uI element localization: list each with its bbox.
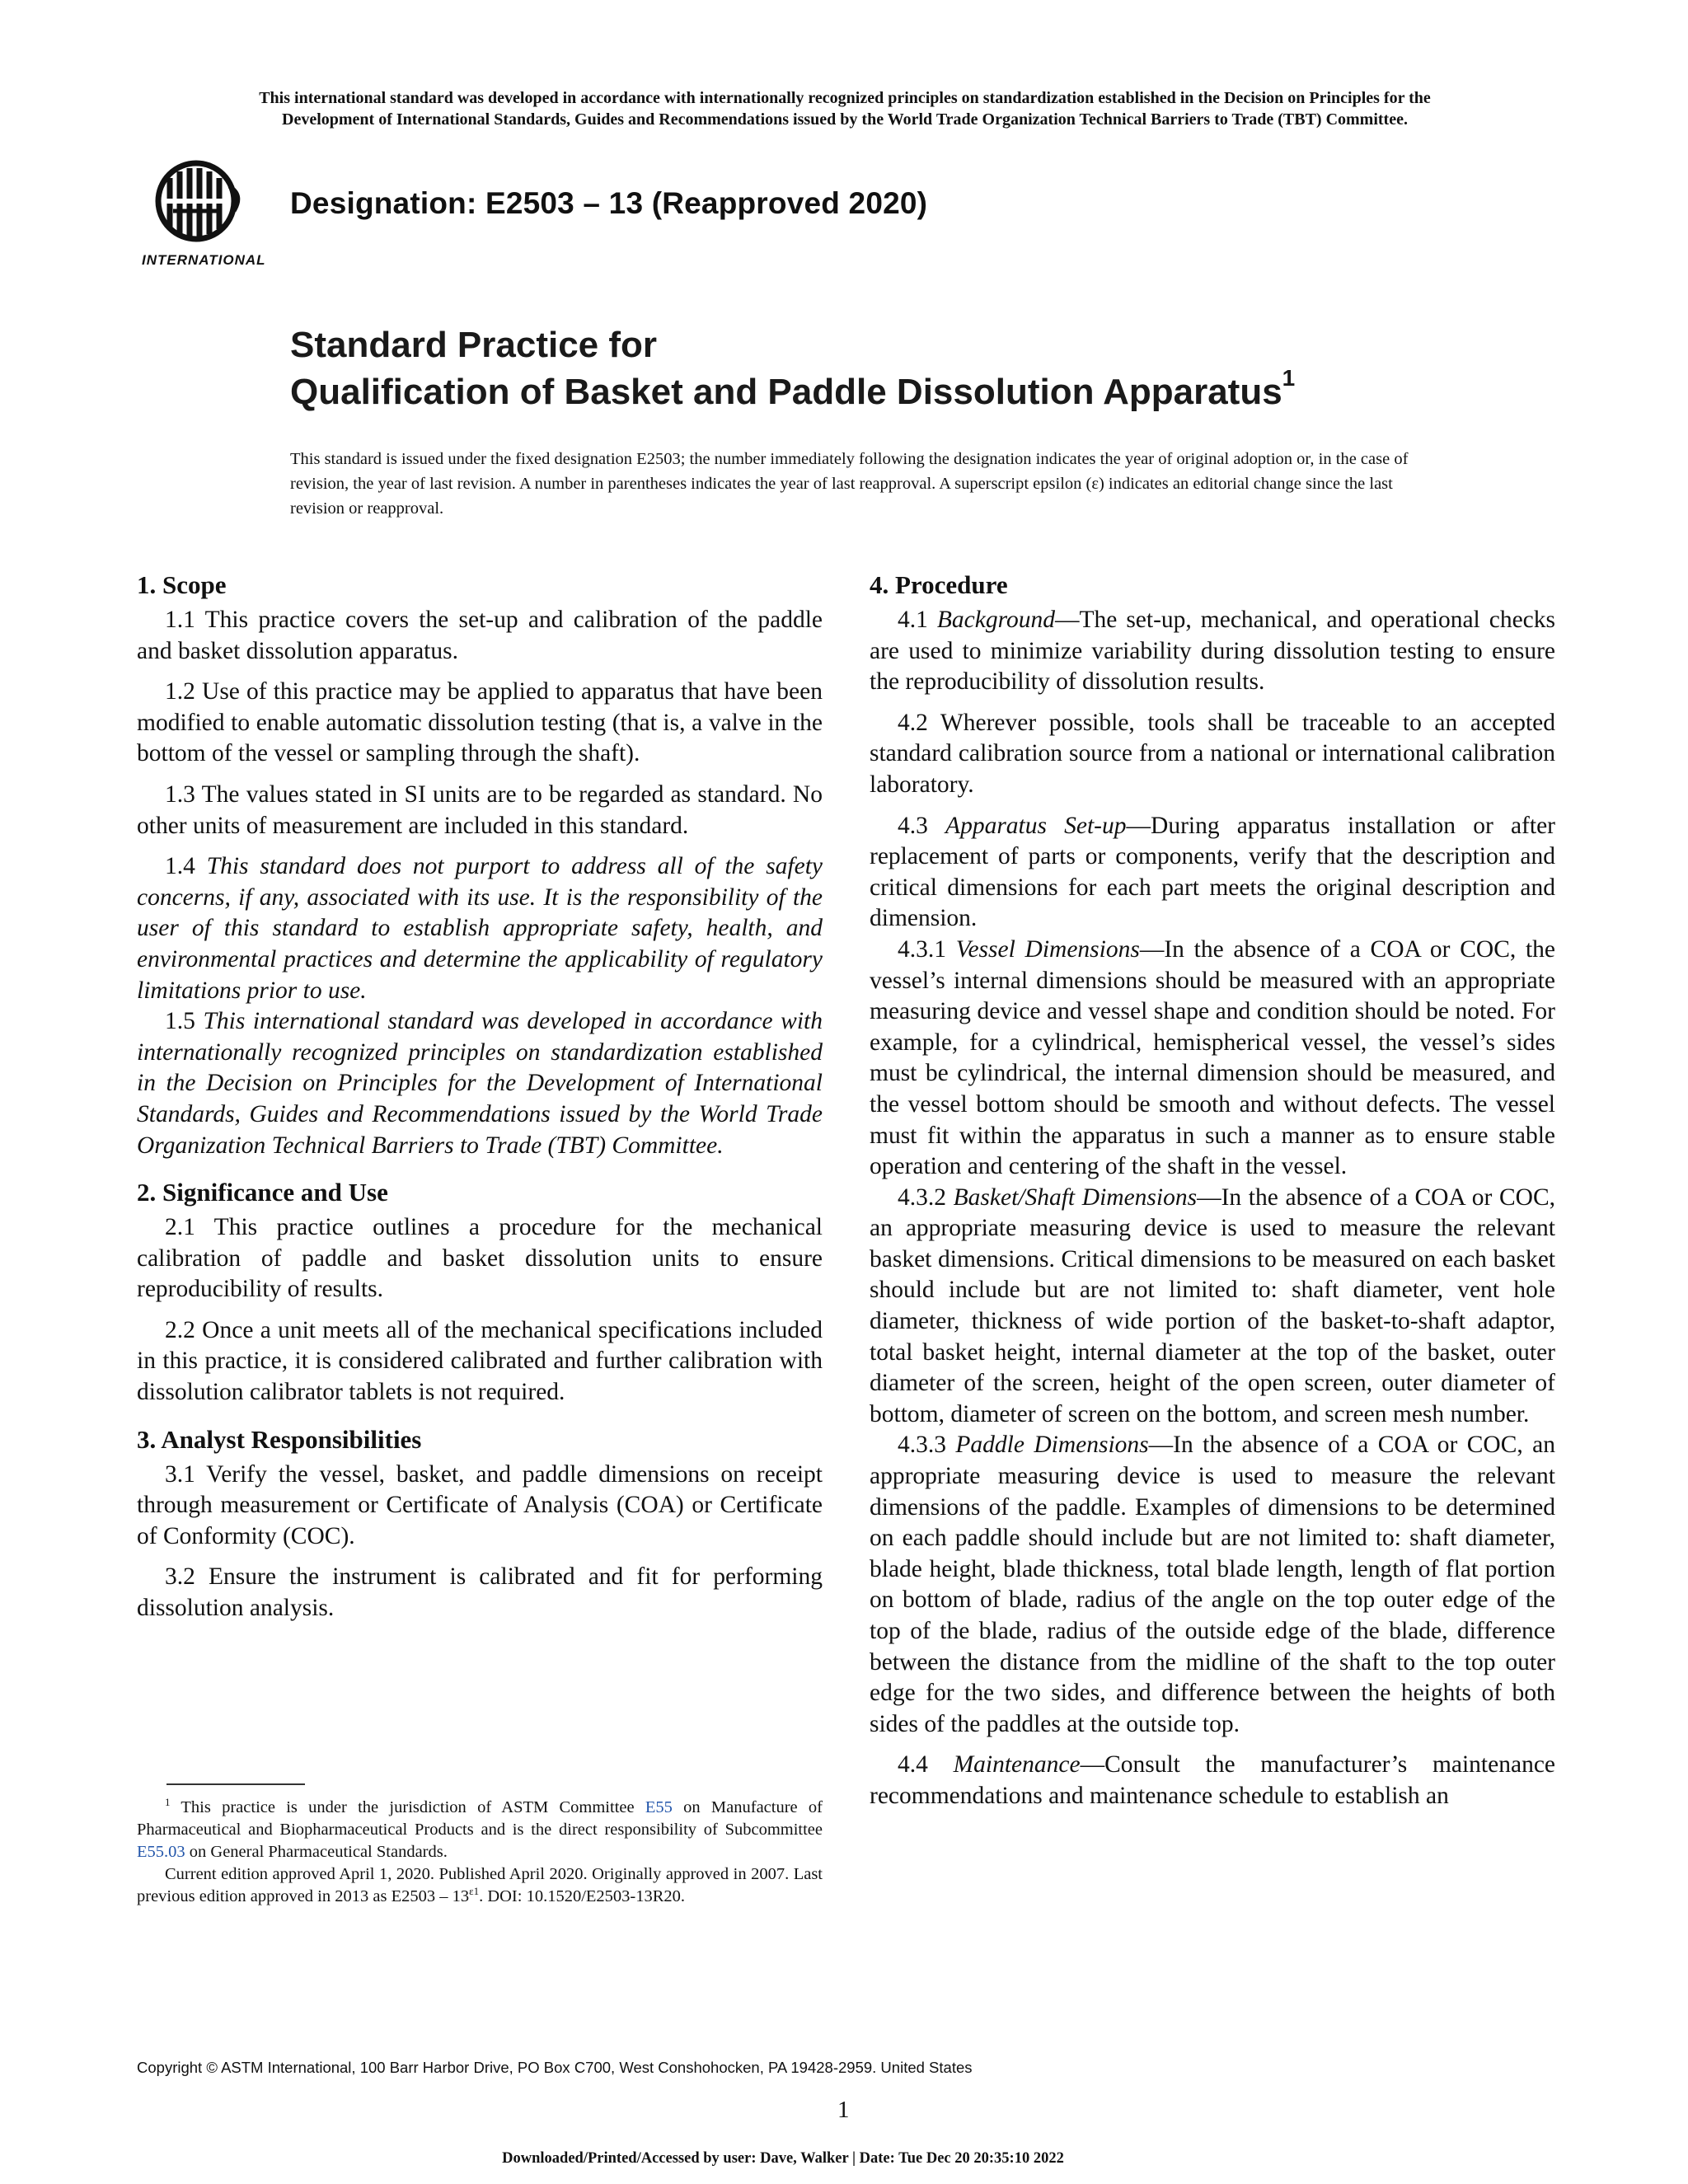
paragraph-term: Maintenance xyxy=(953,1751,1081,1779)
paragraph-number: 4.3.1 xyxy=(898,935,946,963)
epsilon-superscript: ε1 xyxy=(469,1885,480,1898)
section-heading-analyst: 3. Analyst Responsibilities xyxy=(137,1424,422,1454)
astm-logo-icon xyxy=(137,153,277,275)
footnote xyxy=(137,1797,823,1908)
paragraph-number: 4.4 xyxy=(898,1751,928,1779)
paragraph-term: Apparatus Set-up xyxy=(945,812,1127,839)
paragraph-text: —In the absence of a COA or COC, an appropriate measuring device is used to measure the relevant basket dimensions. Critical dimensions to be measured on each basket should include but are not limited to: shaft diameter, vent hole diameter, thickness of wide portion of the basket-to-shaft adaptor, total basket height, internal diameter at the top of the basket, outer diameter of the screen, height of the open screen, outer diameter of bottom, diameter of screen on the bottom, and screen mesh number. xyxy=(870,1183,1555,1427)
paragraph-2-2: 2.2 Once a unit meets all of the mechanical specifications included in this practice, it is considered calibrated and further calibration with dissolution calibrator tablets is not required. xyxy=(137,1316,823,1406)
paragraph-3-1: 3.1 Verify the vessel, basket, and paddle dimensions on receipt through measurement or Certificate of Analysis (COA) or Certificate of Conformity (COC). xyxy=(137,1460,823,1549)
section-heading-scope: 1. Scope xyxy=(137,570,227,599)
paragraph-text: —In the absence of a COA or COC, the vessel’s internal dimensions should be measured with an appropriate measuring device and vessel shape and condition should be noted. For example, for a cylindrical, hemispherical vessel, the vessel’s sides must be cylindrical, the internal dimension should be measured, and the vessel bottom should be smooth and without defects. The vessel must fit within the apparatus in such a manner as to ensure stable operation and centering of the shaft in the vessel. xyxy=(870,935,1556,1180)
paragraph-1-4 xyxy=(137,851,823,1006)
paragraph-4-3 xyxy=(870,811,1555,935)
paragraph-1-1: 1.1 This practice covers the set-up and calibration of the paddle and basket dissolution apparatus. xyxy=(137,607,823,664)
paragraph-text: This standard does not purport to address all of the safety concerns, if any, associated with its use. It is the responsibility of the user of this standard to establish appropriate safety, health, and environmental practices and determine the applicability of regulatory limitations prior to use. xyxy=(137,853,823,1004)
paragraph-4-4 xyxy=(870,1750,1555,1811)
download-stamp: Downloaded/Printed/Accessed by user: Dave, Walker | Date: Tue Dec 20 20:35:10 2022 xyxy=(502,2150,1064,2167)
paragraph-4-1 xyxy=(870,605,1555,698)
footnote-marker: 1 xyxy=(165,1796,171,1809)
page-number: 1 xyxy=(837,2097,850,2123)
section-heading-procedure: 4. Procedure xyxy=(870,570,1008,599)
paragraph-term: Vessel Dimensions xyxy=(955,935,1140,963)
paragraph-1-3: 1.3 The values stated in SI units are to be regarded as standard. No other units of measurement are included in this standard. xyxy=(137,780,823,839)
footnote-text: Current edition approved April 1, 2020. Published April 2020. Originally approved in 2007. Last previous edition approved in 2013 as E2503 – 13 xyxy=(137,1865,823,1905)
committee-link[interactable]: E55 xyxy=(645,1798,673,1816)
paragraph-4-3-3 xyxy=(870,1430,1555,1740)
footnote-text: This practice is under the jurisdiction of ASTM Committee xyxy=(170,1798,645,1816)
paragraph-text: —During apparatus installation or after replacement of parts or components, verify that the description and critical dimensions for each part meets the original description and dimension. xyxy=(870,812,1555,932)
title-footnote-marker: 1 xyxy=(1282,365,1296,391)
right-column xyxy=(870,569,1555,1812)
paragraph-2-1: 2.1 This practice outlines a procedure for the mechanical calibration of paddle and basket dissolution units to ensure reproducibility of results. xyxy=(137,1214,823,1303)
paragraph-text: —In the absence of a COA or COC, an appropriate measuring device is used to measure the relevant dimensions of the paddle. Examples of dimensions to be determined on each paddle should include but are not limited to: shaft diameter, blade height, blade thickness, total blade length, length of flat portion on bottom of blade, radius of the angle on the top outer edge of the top of the blade, radius of the outside edge of the blade, difference between the distance from the midline of the shaft to the top outer edge for the two sides, and difference between the heights of both sides of the paddles at the outside top. xyxy=(870,1432,1555,1737)
logo-text: INTERNATIONAL xyxy=(142,252,266,268)
left-column xyxy=(137,569,823,1624)
copyright: Copyright © ASTM International, 100 Barr Harbor Drive, PO Box C700, West Conshohocken, PA 19428-2959. United States xyxy=(137,2059,973,2076)
paragraph-number: 4.3.3 xyxy=(898,1432,946,1459)
paragraph-term: Basket/Shaft Dimensions xyxy=(953,1183,1198,1211)
paragraph-4-3-2 xyxy=(870,1183,1555,1431)
paragraph-4-2: 4.2 Wherever possible, tools shall be traceable to an accepted standard calibration source from a national or international calibration laboratory. xyxy=(870,709,1555,798)
notice-line-2: Development of International Standards, Guides and Recommendations issued by the World Trade Organization Technical Barriers to Trade (TBT) Committee. xyxy=(282,110,1408,129)
paragraph-3-2: 3.2 Ensure the instrument is calibrated and fit for performing dissolution analysis. xyxy=(137,1563,823,1622)
paragraph-1-2: 1.2 Use of this practice may be applied to apparatus that have been modified to enable automatic dissolution testing (that is, a valve in the bottom of the vessel or sampling through the shaft). xyxy=(137,678,823,767)
title-line-1: Standard Practice for xyxy=(290,325,658,365)
footnote-rule xyxy=(166,1783,305,1785)
paragraph-term: Background xyxy=(936,607,1055,633)
notice-line-1: This international standard was developed in accordance with internationally recognized principles on standardization established in the Decision on Principles for the xyxy=(259,89,1431,107)
document-title xyxy=(290,321,1295,415)
astm-international-logo xyxy=(137,153,277,275)
footnote-edition xyxy=(137,1863,823,1908)
paragraph-number: 4.3.2 xyxy=(898,1183,946,1211)
subcommittee-link[interactable]: E55.03 xyxy=(137,1843,185,1861)
paragraph-4-3-1 xyxy=(870,935,1555,1183)
paragraph-text: This international standard was developed in accordance with internationally recognized principles on standardization established in the Decision on Principles for the Development of International Standards, Guides and Recommendations issued by the World Trade Organization Technical Barriers to Trade (TBT) Committee. xyxy=(137,1008,823,1159)
top-notice xyxy=(124,87,1566,130)
title-line-2-text: Qualification of Basket and Paddle Dissolution Apparatus xyxy=(290,372,1282,412)
paragraph-term: Paddle Dimensions xyxy=(955,1432,1149,1459)
section-heading-significance: 2. Significance and Use xyxy=(137,1178,388,1207)
paragraph-number: 1.5 xyxy=(165,1008,195,1035)
title-line-2 xyxy=(290,365,1296,415)
footnote-text: on General Pharmaceutical Standards. xyxy=(185,1843,448,1861)
footnote-text: on Manufacture of Pharmaceutical and Biopharmaceutical Products and is the direct responsibility of Subcommittee xyxy=(137,1798,823,1839)
footnote-text: . DOI: 10.1520/E2503-13R20. xyxy=(479,1887,686,1905)
paragraph-1-5 xyxy=(137,1006,823,1161)
designation: Designation: E2503 – 13 (Reapproved 2020) xyxy=(290,186,928,220)
paragraph-text: —The set-up, mechanical, and operational checks are used to minimize variability during dissolution testing to ensure the reproducibility of dissolution results. xyxy=(870,607,1556,696)
paragraph-number: 1.4 xyxy=(165,853,195,880)
paragraph-number: 4.3 xyxy=(898,812,928,839)
footnote-jurisdiction xyxy=(137,1797,823,1863)
paragraph-text: —Consult the manufacturer’s maintenance recommendations and maintenance schedule to establish an xyxy=(870,1751,1556,1809)
intro-statement: This standard is issued under the fixed designation E2503; the number immediately following the designation indicates the year of original adoption or, in the case of revision, the year of last revision. A number in parentheses indicates the year of last reapproval. A superscript epsilon (ε) indicates an editorial change since the last revision or reapproval. xyxy=(290,450,1409,518)
paragraph-number: 4.1 xyxy=(898,607,928,633)
